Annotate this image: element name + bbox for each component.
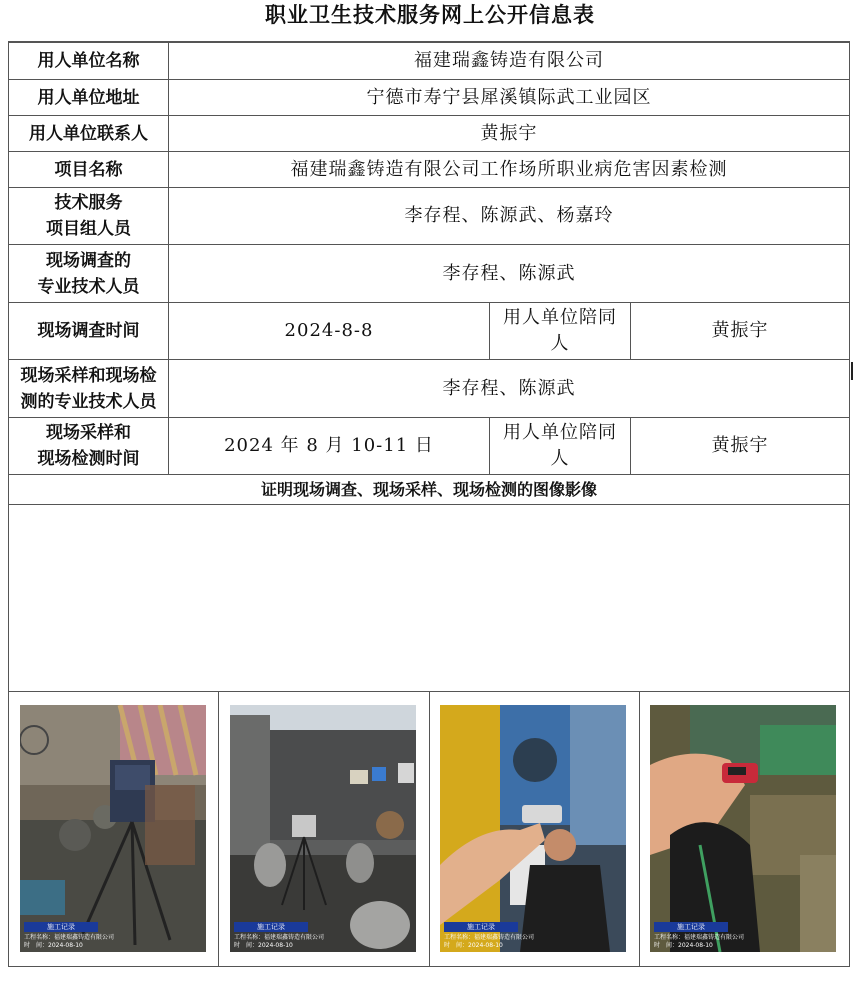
handheld-meter-worker-image [440, 705, 626, 952]
row-divider [8, 504, 850, 505]
site-photo-1[interactable] [20, 705, 206, 952]
sampling-staff-label-line1: 现场采样和现场检 [20, 365, 157, 386]
stamp-line-1: 工程名称：福建瑞鑫铸造有限公司 [444, 934, 535, 941]
survey-companion-label-line2: 人 [550, 333, 570, 354]
photo-divider [429, 691, 430, 966]
stamp-line-1: 工程名称：福建瑞鑫铸造有限公司 [24, 934, 115, 941]
employer-name-value: 福建瑞鑫铸造有限公司 [414, 50, 604, 71]
tech-team-label-line2: 项目组人员 [46, 219, 131, 239]
page-title: 职业卫生技术服务网上公开信息表 [265, 2, 595, 27]
survey-staff-value: 李存程、陈源武 [442, 262, 576, 284]
photos-heading: 证明现场调查、现场采样、现场检测的图像影像 [260, 479, 597, 499]
table-border-right [849, 41, 850, 967]
employer-contact-label: 用人单位联系人 [29, 123, 148, 144]
photo-stamp [440, 922, 626, 952]
tech-team-label-line1: 技术服务 [54, 193, 123, 213]
survey-companion-value: 黄振宇 [711, 320, 769, 341]
project-name-value: 福建瑞鑫铸造有限公司工作场所职业病危害因素检测 [290, 158, 728, 180]
sampling-companion-value: 黄振宇 [711, 435, 769, 456]
sampling-time-label [9, 418, 168, 474]
sampling-time-label-line1: 现场采样和 [46, 423, 131, 443]
project-name-label: 项目名称 [54, 159, 123, 180]
site-photo-4[interactable] [650, 705, 836, 952]
stamp-line-2: 时 间：2024-08-10 [444, 942, 503, 949]
noise-meter-tripod-image [20, 705, 206, 952]
stamp-title: 施工记录 [444, 922, 518, 932]
text-cursor [851, 362, 853, 380]
stamp-title: 施工记录 [654, 922, 728, 932]
table-border-bottom [8, 966, 850, 967]
sampling-staff-label-line2: 测的专业技术人员 [20, 391, 157, 412]
stamp-line-2: 时 间：2024-08-10 [234, 942, 293, 949]
survey-staff-label [9, 245, 168, 302]
survey-staff-label-line1: 现场调查的 [46, 250, 131, 271]
red-meter-worker-image [650, 705, 836, 952]
site-photo-2[interactable] [230, 705, 416, 952]
sampling-companion-label [490, 418, 630, 474]
sampling-time-value: 2024 年 8 月 10-11 日 [224, 435, 434, 456]
survey-companion-label-line1: 用人单位陪同 [503, 307, 617, 328]
sampling-staff-label [9, 360, 168, 417]
survey-time-value: 2024-8-8 [284, 320, 374, 341]
stamp-line-2: 时 间：2024-08-10 [654, 942, 713, 949]
photo-stamp [650, 922, 836, 952]
sampling-companion-label-line1: 用人单位陪同 [503, 422, 617, 443]
stamp-title: 施工记录 [234, 922, 308, 932]
survey-time-label: 现场调查时间 [37, 321, 140, 341]
site-photo-3[interactable] [440, 705, 626, 952]
photo-divider [639, 691, 640, 966]
employer-address-value: 宁德市寿宁县犀溪镇际武工业园区 [366, 86, 652, 108]
photo-stamp [20, 922, 206, 952]
survey-staff-label-line2: 专业技术人员 [37, 276, 140, 297]
survey-companion-label [490, 303, 630, 359]
stamp-line-1: 工程名称：福建瑞鑫铸造有限公司 [654, 934, 745, 941]
photo-stamp [230, 922, 416, 952]
stamp-line-2: 时 间：2024-08-10 [24, 942, 83, 949]
casting-room-tripod-image [230, 705, 416, 952]
stamp-line-1: 工程名称：福建瑞鑫铸造有限公司 [234, 934, 325, 941]
employer-contact-value: 黄振宇 [480, 122, 538, 144]
sampling-staff-value: 李存程、陈源武 [442, 377, 576, 399]
employer-name-label: 用人单位名称 [37, 51, 140, 71]
sampling-companion-label-line2: 人 [550, 448, 570, 469]
employer-address-label: 用人单位地址 [37, 87, 140, 108]
stamp-title: 施工记录 [24, 922, 98, 932]
tech-team-value: 李存程、陈源武、杨嘉玲 [404, 205, 614, 226]
sampling-time-label-line2: 现场检测时间 [37, 449, 140, 469]
photo-divider [218, 691, 219, 966]
tech-team-label [9, 188, 168, 244]
